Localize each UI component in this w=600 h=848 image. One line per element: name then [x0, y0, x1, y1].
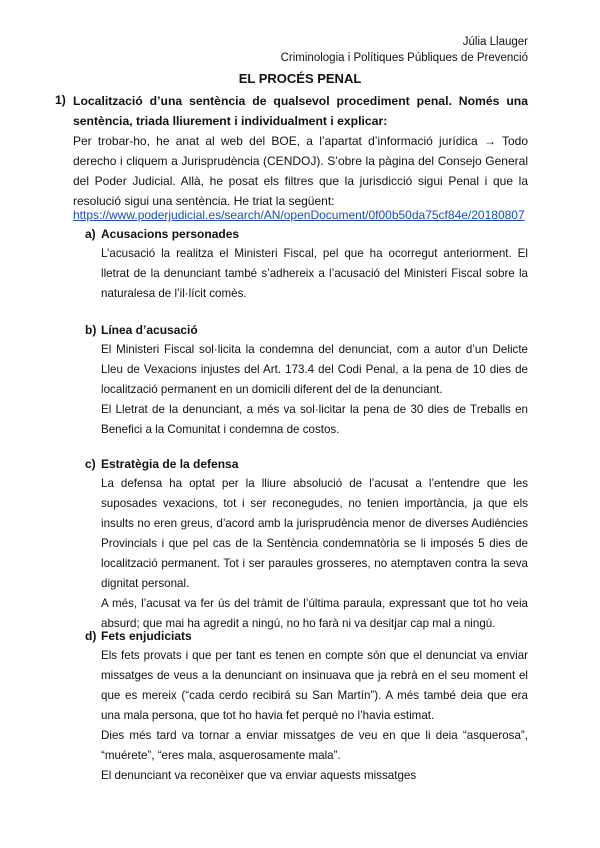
question-intro: Per trobar-ho, he anat al web del BOE, a l’apartat d’informació jurídica → Todo derecho i cliquem a Jurisprudència (CENDOJ). S’obre la pàgina del Consejo General del Poder Judicial. Allà, he posat els filtres que la jurisdicció sigui Penal i que la resolució sigui una sentència. He triat la següent:: [73, 134, 528, 208]
section-b-body: [101, 340, 528, 440]
page-header: [281, 34, 528, 66]
section-d-paragraph-2: Dies més tard va tornar a enviar missatges de veu en que li deia “asquerosa”, “muérete”, “eres mala, asquerosamente mala”.: [101, 729, 528, 762]
section-b-letter: b): [85, 323, 97, 337]
question-text: Localització d’una sentència de qualsevol procediment penal. Només una sentència, triada lliurement i individualment i explicar:: [73, 94, 528, 128]
section-b-paragraph-1: El Ministeri Fiscal sol·licita la condemna del denunciat, com a autor d’un Delicte Lleu de Vexacions injustes del Art. 173.4 del Codi Penal, a la pena de 10 dies de localització permanent en un domicili diferent del de la denunciant.: [101, 343, 528, 396]
section-d-letter: d): [85, 629, 97, 643]
section-d-paragraph-3: El denunciant va reconèixer que va enviar aquests missatges: [101, 769, 417, 782]
page-title: EL PROCÉS PENAL: [238, 71, 362, 86]
section-c-paragraph-1: La defensa ha optat per la lliure absolució de l’acusat a l’entendre que les suposades vexacions, tot i ser reconegudes, no tenien importància, ja que els insults no eren greus, d’acord amb la jurisprudència menor de diverses Audiències Provincials i que pel cas de la Sentència condemnatòria se li imposés 5 dies de localització permanent. Tot i ser paraules grosseres, no atemptaven contra la seva dignitat personal.: [101, 477, 528, 590]
section-a-body: [101, 244, 528, 304]
section-a-letter: a): [85, 227, 96, 241]
section-d-title: Fets enjudiciats: [101, 629, 192, 643]
sentence-link[interactable]: https://www.poderjudicial.es/search/AN/openDocument/0f00b50da75cf84e/20180807: [73, 208, 525, 222]
question-number: 1): [55, 93, 66, 107]
section-d-paragraph-1: Els fets provats i que per tant es tenen en compte són que el denunciat va enviar missatges de veus a la denunciant on insinuava que ja rebrà en el seu moment el que es mereix (“cada cerdo recibirá su San Martín”). A més també deia que era una mala persona, que tot ho havia fet perquè no l’havia estimat.: [101, 649, 528, 722]
section-d-body: [101, 646, 528, 786]
section-c-title: Estratègia de la defensa: [101, 457, 239, 471]
section-a-paragraph-1: L’acusació la realitza el Ministeri Fiscal, pel que ha ocorregut anteriorment. El lletrat de la denunciant també s’adhereix a l’acusació del Ministeri Fiscal sobre la naturalesa de l’il·lícit comès.: [101, 247, 528, 300]
section-c-letter: c): [85, 457, 96, 471]
header-author: Júlia Llauger: [462, 36, 528, 48]
section-c-body: [101, 474, 528, 634]
section-c-paragraph-2: A més, l’acusat va fer ús del tràmit de l’última paraula, expressant que tot ho veia absurd; que mai ha agredit a ningú, no ho farà ni va desitjar cap mal a ningú.: [101, 597, 528, 630]
section-b-title: Línea d’acusació: [101, 323, 198, 337]
header-course: Criminologia i Polítiques Públiques de Prevenció: [280, 52, 528, 64]
section-a-title: Acusacions personades: [101, 227, 240, 241]
section-b-paragraph-2: El Lletrat de la denunciant, a més va sol·licitar la pena de 30 dies de Treballs en Benefici a la Comunitat i condemna de costos.: [101, 403, 528, 436]
